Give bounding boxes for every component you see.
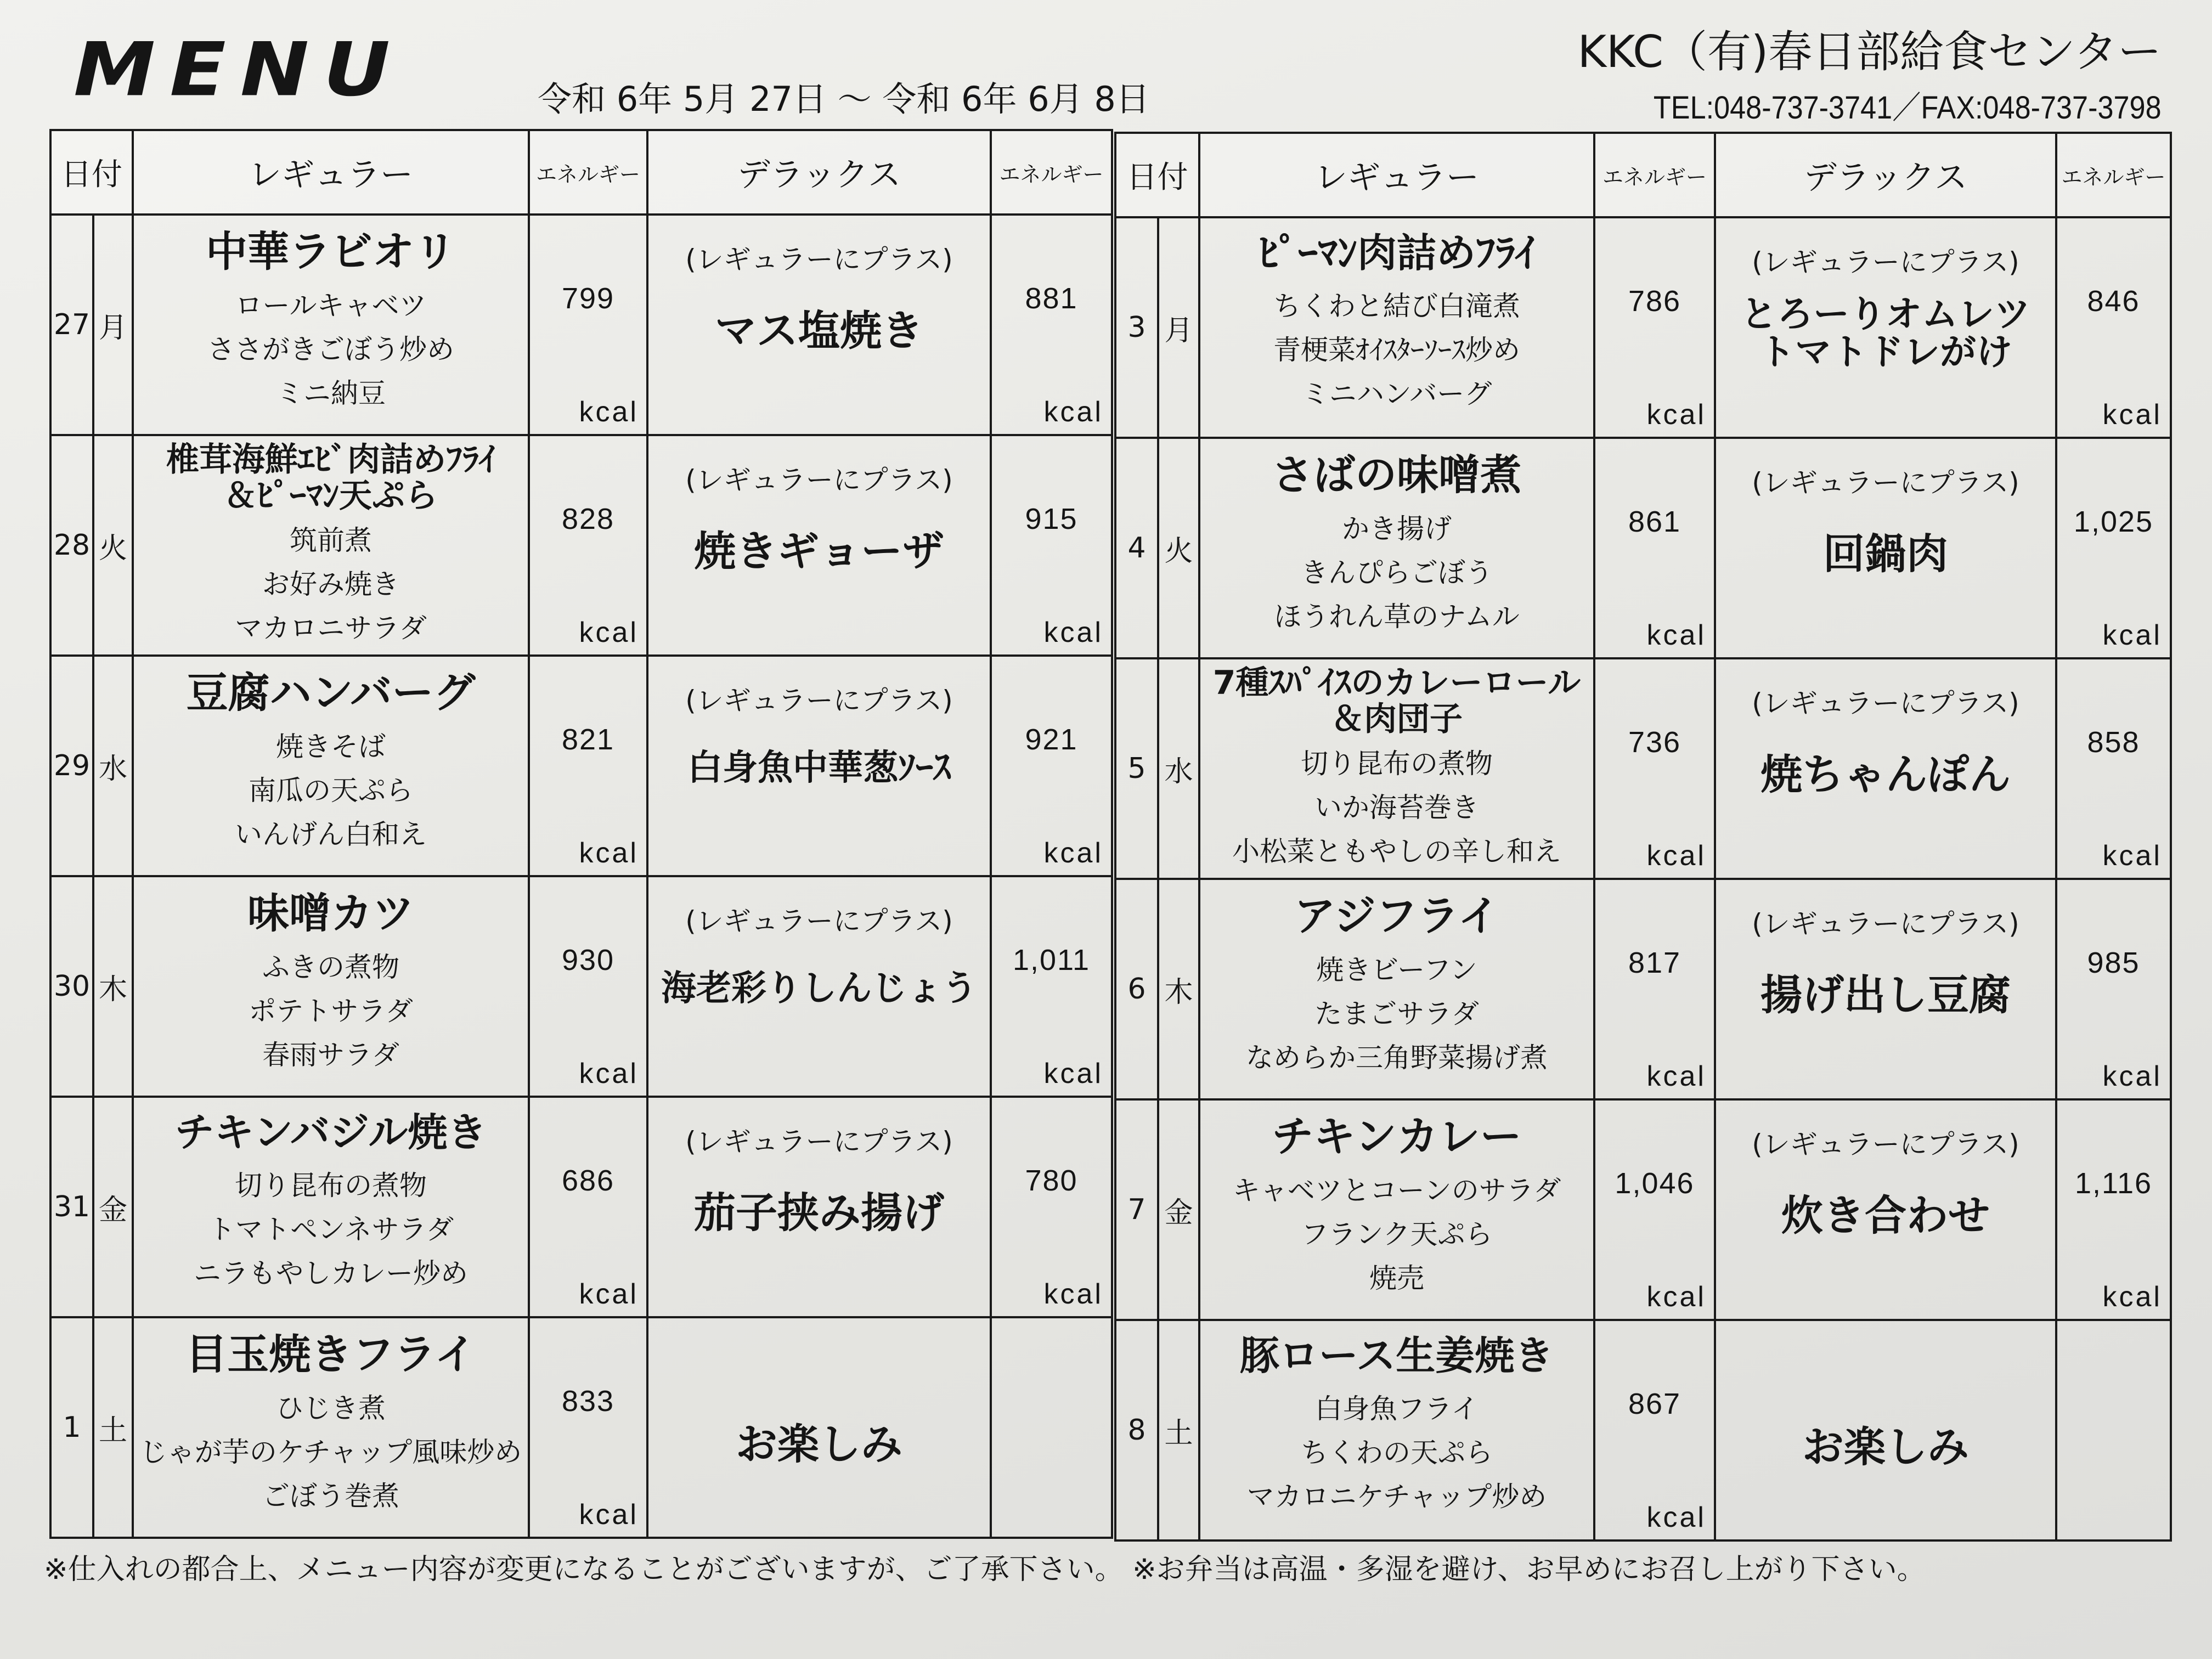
deluxe-plus-note: (レギュラーにプラス) xyxy=(685,685,953,716)
regular-menu-cell xyxy=(133,435,529,656)
deluxe-dish: 茄子挟み揚げ xyxy=(694,1188,944,1237)
deluxe-energy-value: 985 xyxy=(2087,946,2140,979)
regular-main-dish: 7種ｽﾊﾟｲｽのカレーロール ＆肉団子 xyxy=(1212,664,1581,738)
regular-main-dish: 味噌カツ xyxy=(247,889,414,938)
weekday: 水 xyxy=(1158,658,1199,879)
day-number: 28 xyxy=(50,435,93,656)
regular-menu-cell xyxy=(1199,1099,1594,1320)
energy-unit: kcal xyxy=(579,1278,639,1310)
deluxe-dish: 焼きギョーザ xyxy=(694,527,944,575)
deluxe-energy-value: 846 xyxy=(2087,285,2140,318)
regular-energy-cell xyxy=(529,435,647,656)
regular-menu-cell xyxy=(1199,438,1594,658)
table-row xyxy=(1115,217,2171,438)
deluxe-energy-cell xyxy=(2056,1320,2171,1541)
regular-energy-value: 736 xyxy=(1628,726,1681,759)
deluxe-energy-cell xyxy=(2056,658,2171,879)
side-dish: ちくわの天ぷら xyxy=(1301,1436,1493,1469)
energy-unit: kcal xyxy=(1043,837,1103,869)
side-dish: お好み焼き xyxy=(262,568,399,600)
table-row xyxy=(50,876,1112,1097)
energy-unit: kcal xyxy=(1043,1058,1103,1090)
column-header-date: 日付 xyxy=(50,130,133,215)
regular-main-dish: チキンカレー xyxy=(1272,1112,1522,1161)
energy-unit: kcal xyxy=(579,396,639,428)
side-dish: なめらか三角野菜揚げ煮 xyxy=(1246,1041,1548,1074)
deluxe-menu-cell xyxy=(1715,658,2056,879)
energy-unit: kcal xyxy=(2102,1060,2162,1092)
regular-energy-cell xyxy=(529,1097,647,1317)
regular-menu-cell xyxy=(133,876,529,1097)
deluxe-energy-cell xyxy=(991,215,1112,435)
energy-unit: kcal xyxy=(1646,399,1706,431)
column-header-energy: エネルギー xyxy=(1594,133,1715,217)
regular-menu-cell xyxy=(1199,879,1594,1099)
energy-unit: kcal xyxy=(2102,1281,2162,1313)
table-row xyxy=(50,435,1112,656)
table-row xyxy=(50,1317,1112,1538)
regular-energy-cell xyxy=(1594,879,1715,1099)
deluxe-menu-cell xyxy=(647,435,991,656)
deluxe-energy-value: 1,116 xyxy=(2074,1167,2153,1200)
menu-title: MENU xyxy=(74,27,405,113)
regular-energy-cell xyxy=(529,656,647,876)
weekday: 土 xyxy=(1158,1320,1199,1541)
side-dish: いか海苔巻き xyxy=(1314,792,1479,823)
regular-energy-value: 1,046 xyxy=(1615,1167,1695,1200)
regular-main-dish: 豚ロース生姜焼き xyxy=(1239,1333,1554,1379)
side-dish: ふきの煮物 xyxy=(262,951,399,983)
regular-energy-value: 799 xyxy=(561,282,615,315)
deluxe-dish: とろーりオムレツ トマトドレがけ xyxy=(1741,293,2030,374)
side-dish: 青梗菜ｵｲｽﾀｰｿｰｽ炒め xyxy=(1273,334,1520,366)
regular-energy-value: 930 xyxy=(561,944,615,977)
deluxe-energy-cell xyxy=(991,435,1112,656)
deluxe-energy-value: 780 xyxy=(1025,1164,1078,1197)
regular-energy-value: 821 xyxy=(561,723,615,756)
deluxe-menu-cell xyxy=(1715,1099,2056,1320)
column-header-regular: レギュラー xyxy=(133,130,529,215)
deluxe-plus-note: (レギュラーにプラス) xyxy=(685,464,953,496)
regular-main-dish: 椎茸海鮮ｴﾋﾞ肉詰めﾌﾗｲ ＆ﾋﾟｰﾏﾝ天ぷら xyxy=(166,441,495,515)
deluxe-dish: お楽しみ xyxy=(1802,1423,1969,1471)
energy-unit: kcal xyxy=(579,1499,639,1531)
side-dish: じゃが芋のケチャップ風味炒め xyxy=(139,1436,522,1468)
side-dish: ミニハンバーグ xyxy=(1301,377,1492,410)
regular-energy-value: 817 xyxy=(1628,946,1681,979)
regular-energy-cell xyxy=(529,215,647,435)
weekday: 金 xyxy=(93,1097,133,1317)
deluxe-dish: 炊き合わせ xyxy=(1781,1191,1990,1240)
energy-unit: kcal xyxy=(1646,619,1706,651)
energy-unit: kcal xyxy=(2102,399,2162,431)
deluxe-energy-cell xyxy=(2056,438,2171,658)
day-number: 7 xyxy=(1115,1099,1158,1320)
side-dish: フランク天ぷら xyxy=(1301,1218,1493,1250)
table-row xyxy=(1115,438,2171,658)
side-dish: 筑前煮 xyxy=(290,524,372,556)
table-row xyxy=(1115,1099,2171,1320)
regular-main-dish: 中華ラビオリ xyxy=(206,227,456,276)
regular-menu-cell xyxy=(133,1317,529,1538)
side-dish: 南瓜の天ぷら xyxy=(249,774,413,806)
day-number: 5 xyxy=(1115,658,1158,879)
regular-main-dish: 豆腐ハンバーグ xyxy=(186,668,476,717)
regular-main-dish: さばの味噌煮 xyxy=(1272,450,1522,499)
menu-table-week-2 xyxy=(1114,132,2172,1542)
column-header-energy: エネルギー xyxy=(2056,133,2171,217)
side-dish: ひじき煮 xyxy=(276,1392,386,1424)
regular-energy-cell xyxy=(1594,217,1715,438)
day-number: 6 xyxy=(1115,879,1158,1099)
regular-energy-value: 686 xyxy=(561,1164,615,1197)
deluxe-dish: お楽しみ xyxy=(736,1420,902,1469)
deluxe-energy-cell xyxy=(991,1317,1112,1538)
energy-unit: kcal xyxy=(2102,619,2162,651)
side-dish: いんげん白和え xyxy=(235,818,427,850)
deluxe-menu-cell xyxy=(647,656,991,876)
weekday: 火 xyxy=(1158,438,1199,658)
side-dish: ミニ納豆 xyxy=(276,377,386,409)
deluxe-energy-cell xyxy=(2056,1099,2171,1320)
deluxe-energy-cell xyxy=(991,1097,1112,1317)
regular-main-dish: ﾋﾟｰﾏﾝ肉詰めﾌﾗｲ xyxy=(1258,230,1535,276)
regular-menu-cell xyxy=(133,215,529,435)
regular-energy-value: 828 xyxy=(561,503,615,535)
regular-menu-cell xyxy=(133,1097,529,1317)
deluxe-dish: 焼ちゃんぽん xyxy=(1760,750,2011,799)
company-contact: TEL:048-737-3741／FAX:048-737-3798 xyxy=(1654,90,2162,126)
deluxe-dish: 回鍋肉 xyxy=(1823,529,1948,578)
deluxe-plus-note: (レギュラーにプラス) xyxy=(685,244,953,275)
deluxe-energy-cell xyxy=(991,656,1112,876)
deluxe-energy-value: 858 xyxy=(2087,726,2140,759)
weekday: 月 xyxy=(93,215,133,435)
menu-table-week-1 xyxy=(49,129,1113,1539)
column-header-deluxe: デラックス xyxy=(647,130,991,215)
menu-rows xyxy=(1115,217,2171,1541)
regular-main-dish: アジフライ xyxy=(1294,891,1500,940)
day-number: 27 xyxy=(50,215,93,435)
side-dish: ごぼう巻煮 xyxy=(262,1480,399,1512)
side-dish: ちくわと結び白滝煮 xyxy=(1273,290,1520,322)
weekday: 水 xyxy=(93,656,133,876)
side-dish: トマトペンネサラダ xyxy=(208,1213,454,1245)
regular-energy-cell xyxy=(1594,1320,1715,1541)
side-dish: きんぴらごぼう xyxy=(1301,556,1493,589)
column-header-energy: エネルギー xyxy=(529,130,647,215)
regular-main-dish: 目玉焼きフライ xyxy=(185,1330,476,1379)
table-row xyxy=(1115,1320,2171,1541)
regular-energy-cell xyxy=(1594,438,1715,658)
side-dish: 春雨サラダ xyxy=(262,1039,399,1071)
deluxe-energy-cell xyxy=(2056,879,2171,1099)
weekday: 金 xyxy=(1158,1099,1199,1320)
side-dish: ニラもやしカレー炒め xyxy=(194,1257,468,1289)
day-number: 1 xyxy=(50,1317,93,1538)
weekday: 火 xyxy=(93,435,133,656)
deluxe-menu-cell xyxy=(1715,217,2056,438)
day-number: 29 xyxy=(50,656,93,876)
energy-unit: kcal xyxy=(579,837,639,869)
deluxe-plus-note: (レギュラーにプラス) xyxy=(1752,1128,2019,1160)
deluxe-energy-value: 1,025 xyxy=(2073,505,2154,538)
day-number: 30 xyxy=(50,876,93,1097)
side-dish: ほうれん草のナムル xyxy=(1274,600,1520,633)
deluxe-menu-cell xyxy=(1715,879,2056,1099)
regular-energy-value: 867 xyxy=(1628,1387,1681,1420)
energy-unit: kcal xyxy=(579,1058,639,1090)
regular-menu-cell xyxy=(1199,217,1594,438)
energy-unit: kcal xyxy=(2102,840,2162,872)
side-dish: 小松菜ともやしの辛し和え xyxy=(1232,836,1561,867)
deluxe-menu-cell xyxy=(647,1317,991,1538)
deluxe-dish: マス塩焼き xyxy=(715,306,923,355)
deluxe-dish: 白身魚中華葱ｿｰｽ xyxy=(687,748,951,788)
deluxe-menu-cell xyxy=(1715,1320,2056,1541)
deluxe-menu-cell xyxy=(647,215,991,435)
regular-menu-cell xyxy=(133,656,529,876)
regular-energy-cell xyxy=(529,876,647,1097)
deluxe-plus-note: (レギュラーにプラス) xyxy=(1752,246,2019,278)
side-dish: ささがきごぼう炒め xyxy=(207,333,454,365)
table-header-row xyxy=(1115,133,2171,217)
regular-energy-cell xyxy=(1594,658,1715,879)
column-header-deluxe: デラックス xyxy=(1715,133,2056,217)
day-number: 4 xyxy=(1115,438,1158,658)
side-dish: 焼きそば xyxy=(276,730,386,763)
table-row xyxy=(50,215,1112,435)
deluxe-dish: 揚げ出し豆腐 xyxy=(1760,970,2011,1019)
deluxe-energy-cell xyxy=(991,876,1112,1097)
deluxe-energy-value: 915 xyxy=(1025,503,1078,535)
day-number: 3 xyxy=(1115,217,1158,438)
column-header-date: 日付 xyxy=(1115,133,1199,217)
table-row xyxy=(1115,658,2171,879)
weekday: 土 xyxy=(93,1317,133,1538)
regular-energy-cell xyxy=(1594,1099,1715,1320)
deluxe-energy-value: 921 xyxy=(1025,723,1078,756)
regular-menu-cell xyxy=(1199,1320,1594,1541)
column-header-regular: レギュラー xyxy=(1199,133,1594,217)
deluxe-menu-cell xyxy=(647,1097,991,1317)
company-name: KKC（有)春日部給食センター xyxy=(1577,26,2162,77)
side-dish: ポテトサラダ xyxy=(249,995,413,1027)
day-number: 31 xyxy=(50,1097,93,1317)
deluxe-plus-note: (レギュラーにプラス) xyxy=(1752,467,2019,499)
energy-unit: kcal xyxy=(1043,1278,1103,1310)
regular-menu-cell xyxy=(1199,658,1594,879)
deluxe-energy-cell xyxy=(2056,217,2171,438)
deluxe-plus-note: (レギュラーにプラス) xyxy=(685,905,953,937)
table-row xyxy=(1115,879,2171,1099)
table-row xyxy=(50,1097,1112,1317)
energy-unit: kcal xyxy=(1043,617,1103,648)
deluxe-plus-note: (レギュラーにプラス) xyxy=(1752,687,2019,719)
deluxe-energy-value: 1,011 xyxy=(1012,944,1091,977)
side-dish: 白身魚フライ xyxy=(1314,1392,1479,1425)
regular-energy-value: 861 xyxy=(1628,505,1681,538)
energy-unit: kcal xyxy=(1646,1502,1706,1533)
energy-unit: kcal xyxy=(579,617,639,648)
weekday: 木 xyxy=(1158,879,1199,1099)
column-header-energy: エネルギー xyxy=(991,130,1112,215)
side-dish: キャベツとコーンのサラダ xyxy=(1232,1174,1561,1206)
deluxe-plus-note: (レギュラーにプラス) xyxy=(1752,908,2019,940)
deluxe-menu-cell xyxy=(1715,438,2056,658)
menu-rows xyxy=(50,215,1112,1538)
table-row xyxy=(50,656,1112,876)
energy-unit: kcal xyxy=(1646,840,1706,872)
table-header-row xyxy=(50,130,1112,215)
side-dish: マカロニサラダ xyxy=(235,612,427,644)
regular-main-dish: チキンバジル焼き xyxy=(174,1109,487,1155)
deluxe-energy-value: 881 xyxy=(1025,282,1078,315)
regular-energy-cell xyxy=(529,1317,647,1538)
weekday: 月 xyxy=(1158,217,1199,438)
side-dish: 切り昆布の煮物 xyxy=(235,1169,427,1201)
deluxe-plus-note: (レギュラーにプラス) xyxy=(685,1126,953,1158)
menu-period: 令和 6年 5月 27日 ～ 令和 6年 6月 8日 xyxy=(538,79,1150,119)
footer-note: ※仕入れの都合上、メニュー内容が変更になることがございますが、ご了承下さい。 ※お弁当は高温・多湿を避け、お早めにお召し上がり下さい。 xyxy=(44,1553,1926,1586)
weekday: 木 xyxy=(93,876,133,1097)
side-dish: 切り昆布の煮物 xyxy=(1301,748,1493,780)
side-dish: たまごサラダ xyxy=(1314,997,1479,1030)
side-dish: 焼きビーフン xyxy=(1316,953,1477,986)
energy-unit: kcal xyxy=(1646,1281,1706,1313)
deluxe-menu-cell xyxy=(647,876,991,1097)
day-number: 8 xyxy=(1115,1320,1158,1541)
energy-unit: kcal xyxy=(1646,1060,1706,1092)
energy-unit: kcal xyxy=(1043,396,1103,428)
side-dish: マカロニケチャップ炒め xyxy=(1246,1480,1547,1513)
side-dish: ロールキャベツ xyxy=(235,289,427,321)
regular-energy-value: 786 xyxy=(1628,285,1681,318)
regular-energy-value: 833 xyxy=(561,1385,615,1418)
deluxe-dish: 海老彩りしんじょう xyxy=(661,968,977,1009)
side-dish: かき揚げ xyxy=(1342,512,1452,545)
side-dish: 焼売 xyxy=(1369,1262,1424,1294)
